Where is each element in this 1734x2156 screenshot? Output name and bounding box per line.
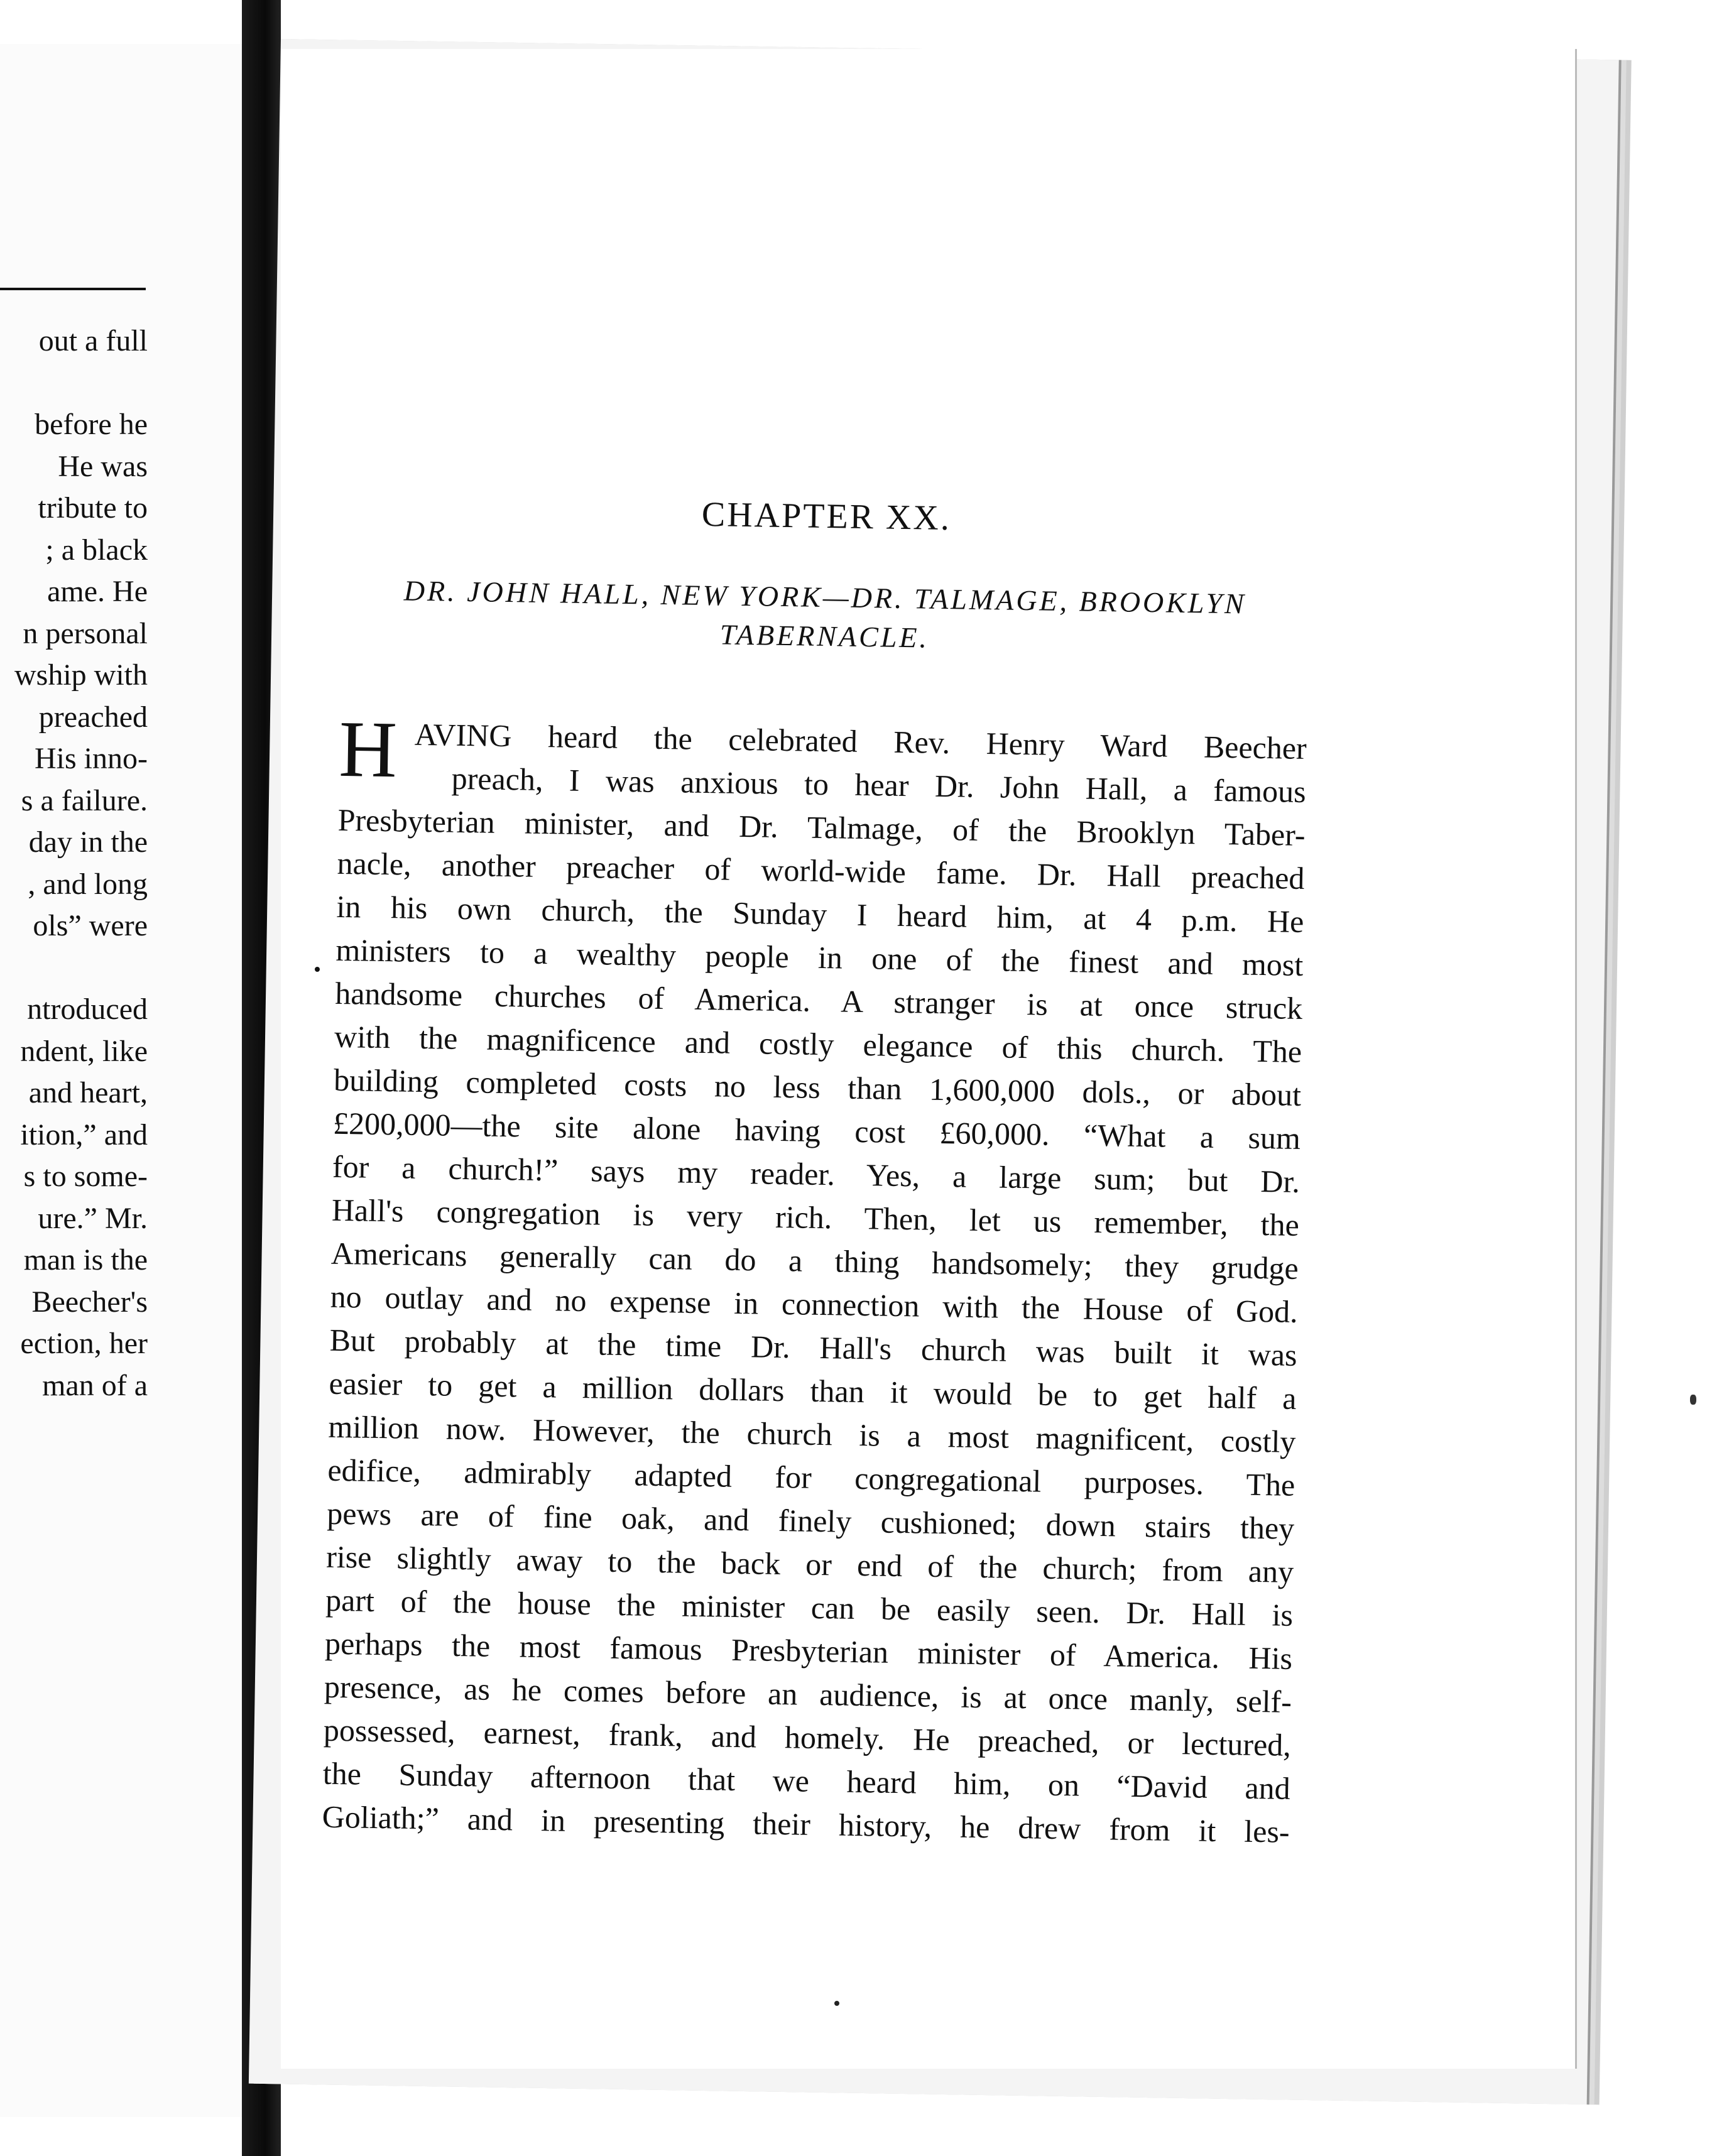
- text-line: , and long: [28, 867, 148, 901]
- text-line: nacle, another preacher of world-wide fame. Dr. Hall preached: [337, 845, 1305, 896]
- chapter-subtitle-line: TABERNACLE.: [719, 618, 930, 654]
- text-line: wship with: [14, 658, 148, 692]
- section-rule: [0, 288, 146, 290]
- text-line: His inno-: [35, 742, 148, 775]
- text-line: ure.” Mr.: [38, 1201, 148, 1235]
- text-line: easier to get a million dollars than it would be to get half a: [329, 1365, 1297, 1416]
- text-line: [14, 947, 148, 989]
- text-line: ndent, like: [20, 1034, 148, 1068]
- text-line: preached: [38, 700, 148, 734]
- text-line: Presbyterian minister, and Dr. Talmage, of the Brooklyn Taber-: [337, 802, 1306, 853]
- text-line: perhaps the most famous Presbyterian minister of America. His: [324, 1625, 1293, 1676]
- text-line: pews are of fine oak, and finely cushioned; down stairs they: [326, 1495, 1295, 1546]
- text-line: for a church!” says my reader. Yes, a large sum; but Dr.: [332, 1148, 1300, 1199]
- text-line: with the magnificence and costly elegance of this church. The: [334, 1018, 1302, 1069]
- text-line: ection, her: [20, 1327, 148, 1360]
- text-line: man is the: [23, 1243, 148, 1277]
- text-line: He was: [58, 449, 148, 483]
- margin-mark: [834, 2001, 839, 2006]
- chapter-subtitle-line: DR. JOHN HALL, NEW YORK—DR. TALMAGE, BROOKLYN: [403, 574, 1247, 620]
- chapter-subtitle: [341, 570, 1309, 663]
- text-line: Beecher's: [31, 1285, 148, 1319]
- text-line: But probably at the time Dr. Hall's church was built it was: [329, 1322, 1297, 1373]
- text-line: Goliath;” and in presenting their history, he drew from it les-: [322, 1799, 1290, 1849]
- page-content: [322, 49, 1317, 1849]
- text-line: million now. However, the church is a most magnificent, costly: [328, 1408, 1296, 1459]
- text-line: rise slightly away to the back or end of the church; from any: [325, 1538, 1294, 1589]
- previous-page-text: [14, 320, 148, 1407]
- text-line: edifice, admirably adapted for congregational purposes. The: [327, 1452, 1295, 1503]
- text-line: Americans generally can do a thing handsomely; they grudge: [330, 1235, 1299, 1286]
- text-line: and heart,: [28, 1076, 148, 1109]
- text-line: £200,000—the site alone having cost £60,000. “What a sum: [332, 1105, 1301, 1156]
- chapter-title: CHAPTER XX.: [701, 494, 952, 538]
- text-line: ols” were: [33, 909, 148, 942]
- text-line: ntroduced: [27, 993, 148, 1026]
- text-line: ition,” and: [20, 1118, 148, 1152]
- text-line: ; a black: [45, 533, 148, 567]
- margin-mark: [315, 967, 320, 972]
- body-text: [322, 712, 1307, 1854]
- text-line: the Sunday afternoon that we heard him, on “David and: [322, 1755, 1291, 1806]
- text-line: AVING heard the celebrated Rev. Henry Ward Beecher: [414, 716, 1307, 766]
- text-line: man of a: [42, 1368, 148, 1402]
- text-line: building completed costs no less than 1,600,000 dols., or about: [333, 1062, 1302, 1113]
- text-line: n personal: [23, 616, 148, 650]
- text-line: out a full: [38, 324, 148, 357]
- text-line: preach, I was anxious to hear Dr. John Hall, a famous: [451, 760, 1307, 810]
- text-line: in his own church, the Sunday I heard him, at 4 p.m. He: [336, 888, 1304, 940]
- text-line: day in the: [28, 825, 148, 859]
- text-line: Hall's congregation is very rich. Then, let us remember, the: [331, 1192, 1300, 1243]
- text-line: tribute to: [38, 491, 148, 525]
- previous-page: [0, 44, 242, 2117]
- text-line: handsome churches of America. A stranger is at once struck: [334, 975, 1303, 1026]
- text-line: presence, as he comes before an audience, is at once manly, self-: [324, 1669, 1292, 1719]
- drop-cap: H: [338, 704, 398, 795]
- text-line: no outlay and no expense in connection with the House of God.: [330, 1278, 1299, 1329]
- text-line: possessed, earnest, frank, and homely. He preached, or lectured,: [323, 1712, 1292, 1763]
- current-page: [281, 49, 1577, 2069]
- margin-mark: [1690, 1395, 1696, 1405]
- text-line: s a failure.: [21, 783, 148, 817]
- text-line: s to some-: [23, 1160, 148, 1193]
- text-line: part of the house the minister can be easily seen. Dr. Hall is: [325, 1582, 1294, 1633]
- text-line: [14, 362, 148, 405]
- text-line: ame. He: [47, 575, 148, 608]
- text-line: before he: [35, 408, 148, 441]
- text-line: ministers to a wealthy people in one of the finest and most: [335, 932, 1304, 983]
